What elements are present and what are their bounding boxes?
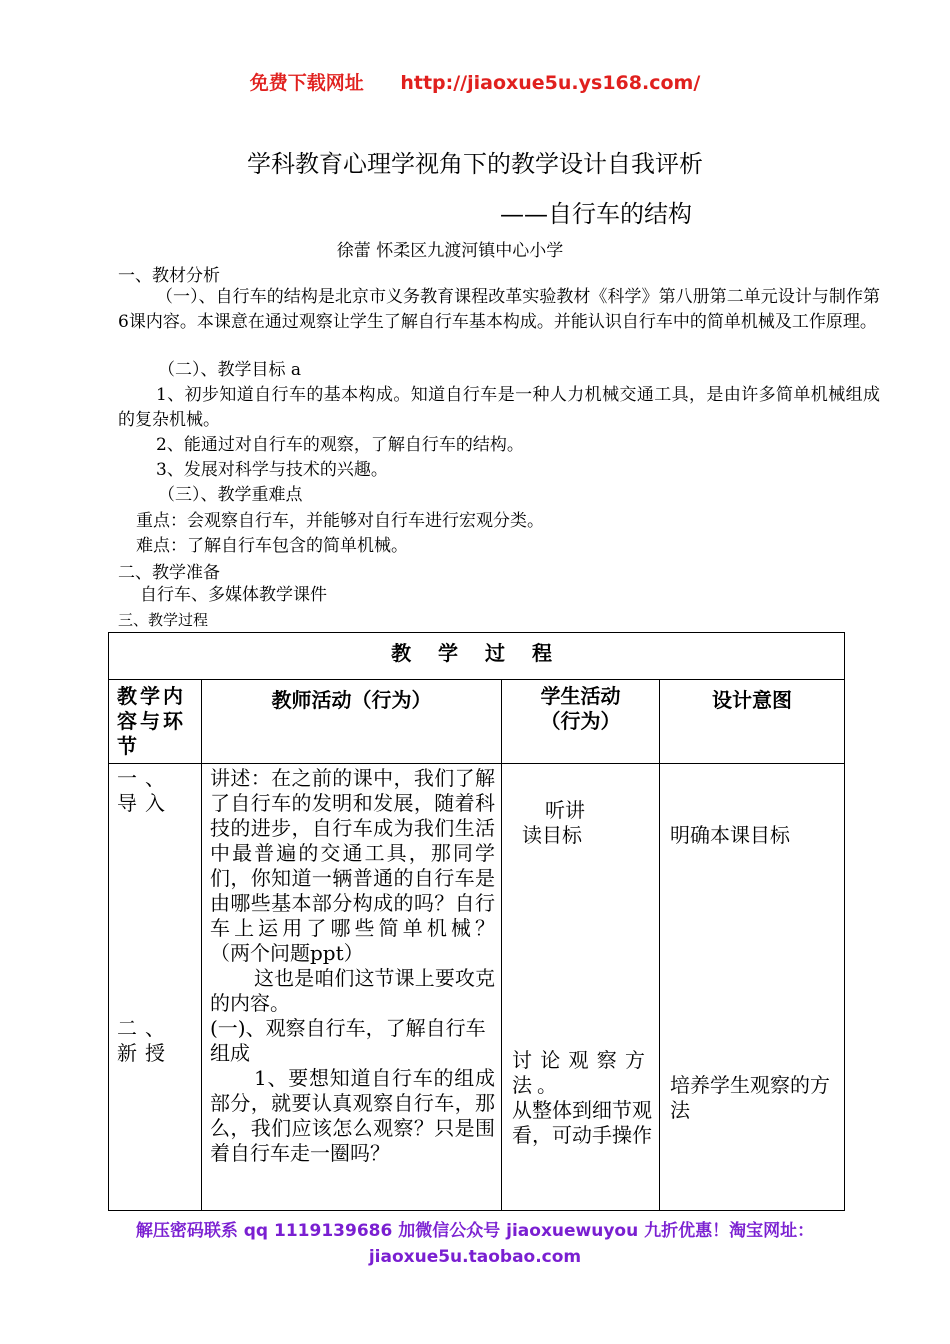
student-read-goals: 读目标	[522, 823, 582, 847]
goal-2: 2、能通过对自行车的观察，了解自行车的结构。	[156, 435, 524, 455]
document-title: 学科教育心理学视角下的教学设计自我评析	[247, 150, 703, 178]
teacher-step-heading: (一)、观察自行车，了解自行车组成	[210, 1016, 486, 1065]
teacher-step-1: 1、要想知道自行车的组成部分，就要认真观察自行车，那么，我们应该怎么观察？只是围着自行车走一圈吗？	[210, 1066, 495, 1165]
stage-intro: 一、导入	[117, 766, 173, 815]
section-heading-3: 三、教学过程	[118, 611, 209, 629]
document-subtitle: ——自行车的结构	[500, 200, 692, 228]
download-label: 免费下载网址	[249, 72, 364, 94]
student-discuss: 讨论观察方法。	[512, 1048, 650, 1097]
student-listen: 听讲	[545, 798, 585, 822]
difficult-point: 难点：了解自行车包含的简单机械。	[136, 536, 408, 556]
download-url-link[interactable]: http://jiaoxue5u.ys168.com/	[400, 72, 701, 94]
goal-3: 3、发展对科学与技术的兴趣。	[156, 460, 388, 480]
preparation-text: 自行车、多媒体教学课件	[140, 585, 327, 605]
header-teacher-activity: 教师活动（行为）	[202, 680, 502, 764]
stage-new: 二、新授	[117, 1016, 173, 1065]
download-header	[0, 68, 950, 95]
subheading-goals: （二）、教学目标 a	[158, 360, 302, 380]
header-student-activity: 学生活动（行为）	[502, 680, 660, 764]
teacher-narration: 讲述：在之前的课中，我们了解了自行车的发明和发展，随着科技的进步，自行车成为我们生活中最普遍的交通工具，那同学们，你知道一辆普通的自行车是由哪些基本部分构成的吗？自行车上运用了哪些简单机械？ （两个问题ppt）	[210, 766, 495, 965]
teaching-process-table	[108, 632, 845, 1211]
header-design-intent: 设计意图	[660, 680, 845, 764]
teacher-activity-cell	[202, 764, 502, 1211]
goal-1: 1、初步知道自行车的基本构成。知道自行车是一种人力机械交通工具，是由许多简单机械组成的复杂机械。	[118, 385, 880, 430]
footer-line-1: 解压密码联系 qq 1119139686 加微信公众号 jiaoxuewuyou 九折优惠！淘宝网址：	[135, 1221, 815, 1241]
footer-promo	[0, 1218, 950, 1270]
intent-goal: 明确本课目标	[670, 823, 790, 847]
student-observe: 从整体到细节观看，可动手操作	[512, 1098, 652, 1147]
paragraph-textbook: （一）、自行车的结构是北京市义务教育课程改革实验教材《科学》第八册第二单元设计与制作第6课内容。本课意在通过观察让学生了解自行车基本构成。并能认识自行车中的简单机械及工作原理。	[118, 287, 880, 332]
design-intent-cell	[660, 764, 845, 1211]
header-content-stage: 教学内容与环节	[109, 680, 202, 764]
intent-observation: 培养学生观察的方法	[670, 1073, 830, 1122]
student-activity-cell	[502, 764, 660, 1211]
author-line: 徐蕾 怀柔区九渡河镇中心小学	[336, 241, 564, 261]
subheading-key-points: （三）、教学重难点	[158, 485, 303, 505]
table-title: 教 学 过 程	[109, 633, 845, 680]
teacher-narration-2: 这也是咱们这节课上要攻克的内容。	[210, 966, 495, 1015]
footer-taobao-link[interactable]: jiaoxue5u.taobao.com	[368, 1247, 582, 1267]
stage-cell	[109, 764, 202, 1211]
section-heading-2: 二、教学准备	[118, 563, 220, 583]
section-heading-1: 一、教材分析	[118, 266, 220, 286]
key-point: 重点：会观察自行车，并能够对自行车进行宏观分类。	[136, 511, 544, 531]
